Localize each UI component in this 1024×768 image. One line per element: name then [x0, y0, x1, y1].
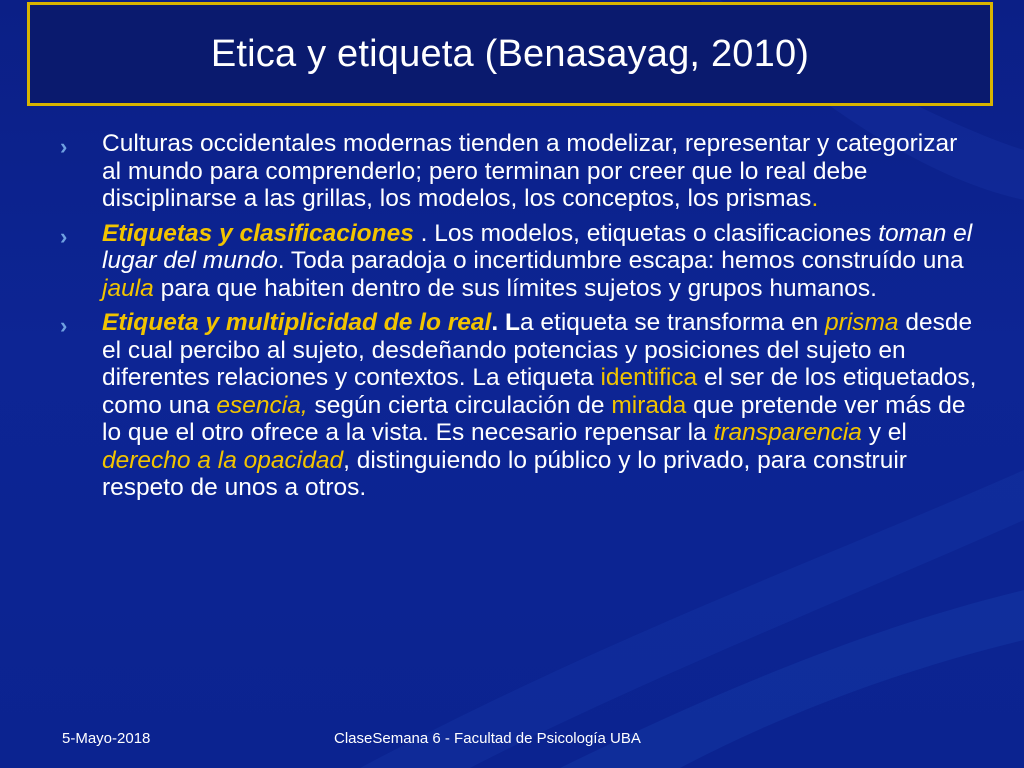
bullet-text: el ser de los etiquetados, como una [102, 364, 977, 419]
slide-title: Etica y etiqueta (Benasayag, 2010) [210, 32, 810, 75]
bullet-text: que pretende ver más de lo que el otro ofrece a la vista. Es necesario repensar la [102, 391, 966, 446]
bullet-text: . Los modelos, etiquetas o clasificaciones [420, 219, 879, 247]
bullet-text: , distinguiendo lo público y lo privado, para construir respeto de unos a otros. [102, 446, 907, 501]
bullet-highlight: transparencia [713, 419, 862, 446]
chevron-right-icon: › [60, 134, 68, 159]
bullet-text: y el [861, 419, 907, 446]
bullet-emphasis: toman el lugar del mundo [102, 219, 973, 274]
bullet-text: según cierta circulación de [307, 391, 612, 419]
bullet-item-3 [60, 309, 980, 502]
bullet-highlight: mirada [611, 391, 687, 419]
bullet-heading: Etiquetas y clasificaciones [102, 219, 421, 247]
title-box [27, 2, 993, 106]
bullet-highlight: identifica [600, 364, 698, 391]
slide-body [60, 130, 980, 509]
bullet-text: a etiqueta se transforma en [519, 309, 826, 336]
bullet-item-1 [60, 130, 980, 213]
bullet-text: para que habiten dentro de sus límites sujetos y grupos humanos. [153, 274, 877, 302]
bullet-text: desde el cual percibo al sujeto, desdeñando potencias y posiciones del sujeto en diferentes relaciones y contextos. La etiqueta [102, 309, 973, 391]
chevron-right-icon: › [60, 223, 68, 249]
bullet-highlight: derecho a la opacidad [102, 446, 344, 474]
bullet-highlight: esencia, [216, 391, 308, 419]
bullet-heading: Etiqueta y multiplicidad de lo real [102, 309, 492, 336]
footer-course: ClaseSemana 6 - Facultad de Psicología UBA [334, 730, 641, 747]
chevron-right-icon: › [60, 313, 68, 338]
bullet-text: Culturas occidentales modernas tienden a modelizar, representar y categorizar al mundo para comprenderlo; pero terminan por creer que lo real debe disciplinarse a las grillas, los modelos, los conceptos, los prismas [102, 130, 958, 212]
bullet-text: . Toda paradoja o incertidumbre escapa: hemos construído una [277, 247, 964, 274]
footer-date: 5-Mayo-2018 [62, 730, 151, 747]
bullet-text: . [811, 185, 819, 212]
bullet-highlight: prisma [825, 309, 899, 336]
bullet-highlight: jaula [102, 274, 154, 302]
bullet-item-2 [60, 220, 980, 303]
bullet-text: . L [491, 309, 520, 336]
